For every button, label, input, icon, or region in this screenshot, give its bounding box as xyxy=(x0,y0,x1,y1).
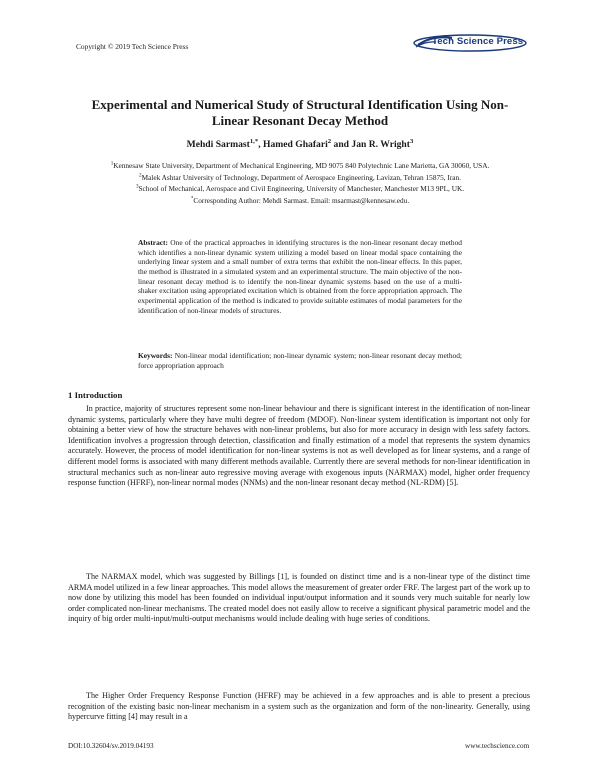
author-name: Mehdi Sarmast xyxy=(186,139,250,150)
publisher-logo xyxy=(412,33,528,53)
keywords xyxy=(138,351,462,370)
doi-footer: DOI:10.32604/sv.2019.04193 xyxy=(68,742,154,750)
corresponding-author-text: Corresponding Author: Mehdi Sarmast. Email: msarmast@kennesaw.edu. xyxy=(193,196,410,205)
corresponding-author xyxy=(60,196,540,205)
corresponding-mark: * xyxy=(190,195,194,202)
affiliation xyxy=(60,161,540,170)
affiliation-mark: 3 xyxy=(135,183,139,190)
website-footer: www.techscience.com xyxy=(465,742,530,750)
publisher-logo-text: Tech Science Press xyxy=(432,36,524,47)
abstract xyxy=(138,238,462,315)
body-paragraph: The Higher Order Frequency Response Function (HFRF) may be achieved in a few approaches and is able to present a precious recognition of the existing basic non-linear mechanism in a system such as the organization and form of the non-linearity. Generally, using hypercurve fitting [4] may result in a xyxy=(68,691,530,722)
body-paragraph: In practice, majority of structures represent some non-linear behaviour and there is significant interest in the identification of non-linear dynamic systems, particularly where they have multi degree of freedom (MDOF). Non-linear system identification is important not only for obtaining a better view of how the structure behaves with non-linear problems, but also for more accuracy in design with less safety factors. Identification involves a progression through detection, classification and finally estimation of a model that represents the system dynamics accurately. However, the process of model identification for non-linear systems is not as well developed as for linear systems, and a range of different model forms is associated with many different methods available. Currently there are several methods for non-linear identification in structural mechanics such as non-linear auto regressive moving average with exogenous inputs (NARMAX) model, higher order frequency response function (HFRF), non-linear normal modes (NNMs) and the non-linear resonant decay method (NL-RDM) [5]. xyxy=(68,404,530,488)
author-affiliation-mark: 1,* xyxy=(249,137,259,145)
affiliation-mark: 2 xyxy=(139,172,142,179)
affiliation-text: Kennesaw State University, Department of Mechanical Engineering, MD 9075 840 Polytechnic Lane Marietta, GA 30060, USA. xyxy=(113,161,490,170)
author-name: and Jan R. Wright xyxy=(331,139,410,150)
abstract-label: Abstract: xyxy=(138,238,168,247)
author-list xyxy=(80,139,520,150)
affiliation-text: School of Mechanical, Aerospace and Civil Engineering, University of Manchester, Manchester M13 9PL, UK. xyxy=(138,184,465,193)
keywords-text: Non-linear modal identification; non-linear dynamic system; non-linear resonant decay method; force appropriation approach xyxy=(138,351,462,370)
affiliation-text: Malek Ashtar University of Technology, Department of Aerospace Engineering, Lavizan, Tehran 15875, Iran. xyxy=(141,173,461,182)
affiliation xyxy=(60,173,540,182)
copyright-notice: Copyright © 2019 Tech Science Press xyxy=(76,42,189,51)
affiliation xyxy=(60,184,540,193)
author-name: , Hamed Ghafari xyxy=(258,139,328,150)
body-paragraph: The NARMAX model, which was suggested by Billings [1], is founded on distinct time and is a non-linear type of the distinct time ARMA model utilized in a few linear approaches. This model allows the measurement of greater order FRF. The largest part of the work up to now done by utilizing this model has been founded on individual input/output information and it sounds very much suitable for nearly low order complicated non-linear mechanisms. The created model does not easily allow to receive a significant physical parametric model and the inquiry of big order multi-input/multi-output mechanisms would include dealing with huge series of conditions. xyxy=(68,572,530,624)
section-heading: 1 Introduction xyxy=(68,390,123,400)
keywords-label: Keywords: xyxy=(138,351,173,360)
affiliation-mark: 1 xyxy=(110,160,114,167)
paper-title: Experimental and Numerical Study of Structural Identification Using Non-Linear Resonant Decay Method xyxy=(91,97,509,128)
author-affiliation-mark: 3 xyxy=(409,137,414,145)
abstract-text: One of the practical approaches in identifying structures is the non-linear resonant decay method which identifies a non-linear dynamic system utilizing a model based on linear modal space containing the underlying linear system and a small number of extra terms that exhibit the non-linear effects. In this paper, the method is illustrated in a simulated system and an experimental structure. The main objective of the non-linear resonant decay method is to identify the non-linear dynamic systems based on the use of a multi-shaker excitation using appropriated excitation which is obtained from the force appropriation approach. The experimental application of the method is indicated to provide suitable estimates of modal parameters for the identification of non-linear models of structures. xyxy=(138,238,463,315)
author-affiliation-mark: 2 xyxy=(327,137,332,145)
